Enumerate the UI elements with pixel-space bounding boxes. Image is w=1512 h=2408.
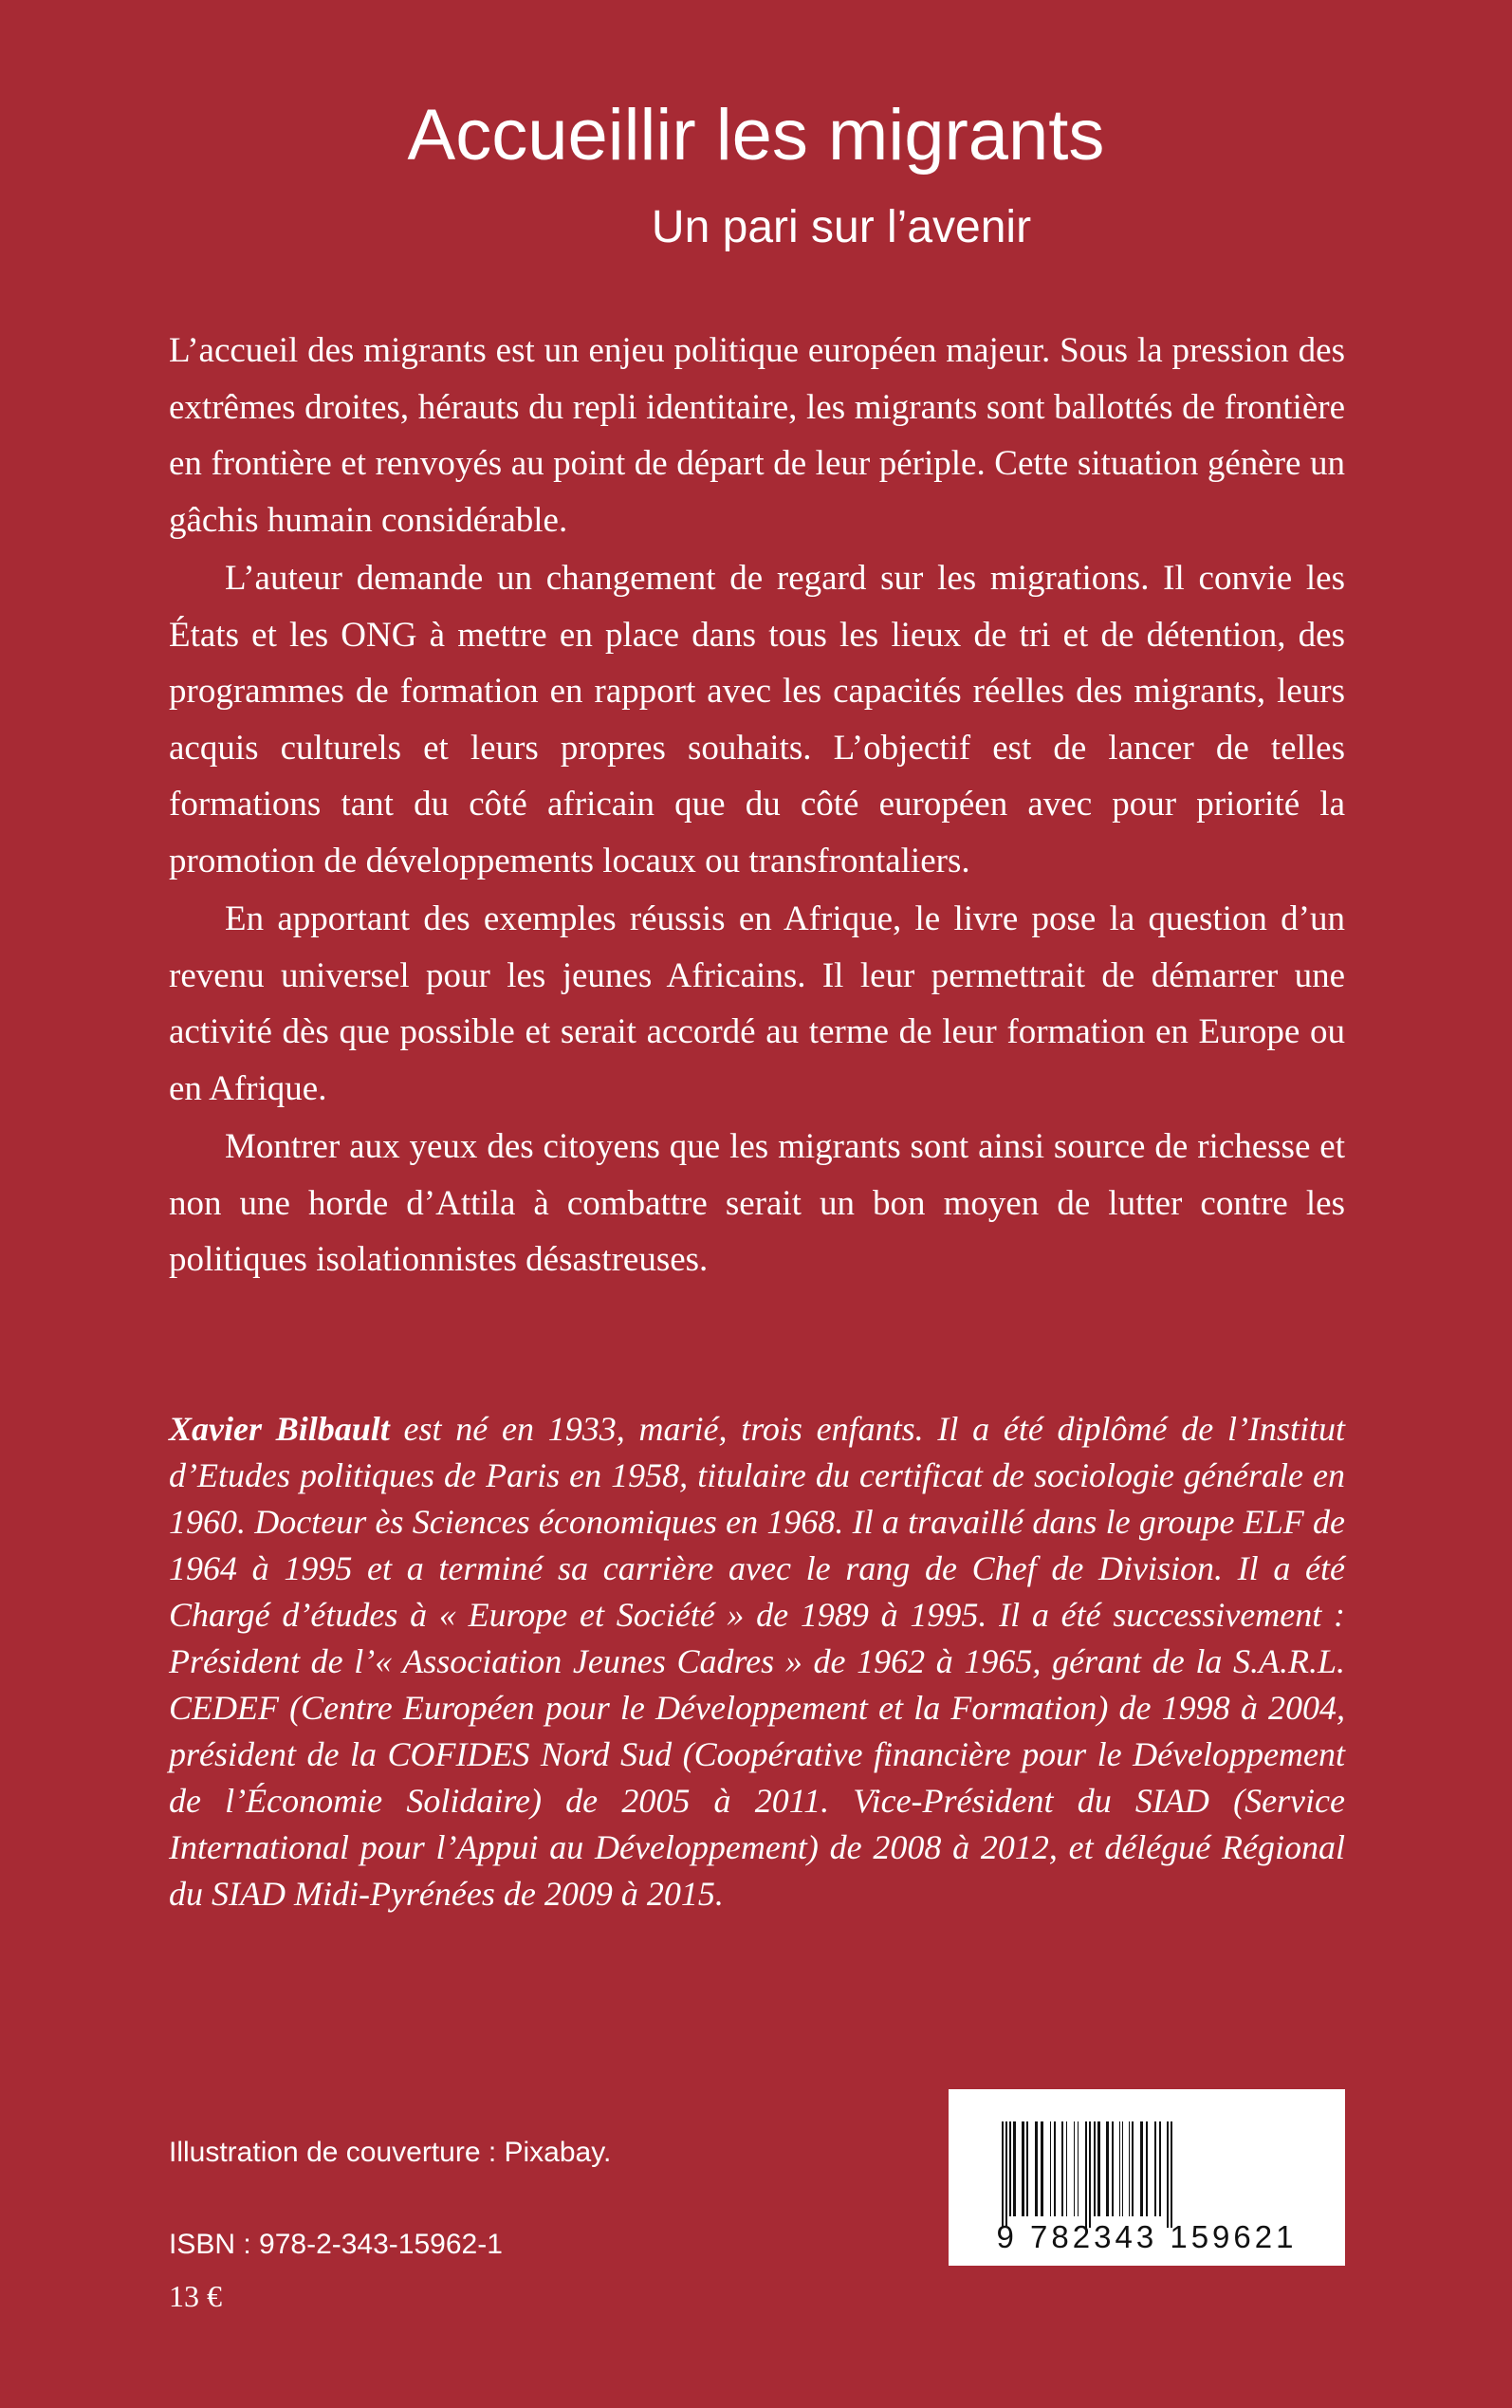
barcode-bar bbox=[1112, 2121, 1114, 2216]
barcode-number: 9 782343 159621 bbox=[996, 2219, 1298, 2254]
summary-paragraph: Montrer aux yeux des citoyens que les migrants sont ainsi source de richesse et non une horde d’Attila à combattre serait un bon moyen de lutter contre les politiques isolationnistes désastreuses. bbox=[169, 1127, 1345, 1279]
barcode-bar bbox=[1013, 2121, 1016, 2216]
barcode-bar bbox=[1106, 2121, 1109, 2216]
barcode-bar bbox=[1085, 2121, 1087, 2228]
barcode-bar bbox=[1119, 2121, 1120, 2216]
barcode-bar bbox=[1041, 2121, 1043, 2216]
barcode-bar bbox=[1167, 2121, 1169, 2228]
barcode-bar bbox=[1097, 2121, 1100, 2216]
barcode-bar bbox=[1129, 2121, 1130, 2216]
barcode-bar bbox=[1061, 2121, 1063, 2216]
barcode-bars bbox=[998, 2121, 1301, 2228]
illustration-credit: Illustration de couverture : Pixabay. bbox=[169, 2137, 612, 2168]
barcode-bar bbox=[1009, 2121, 1011, 2216]
barcode-bar bbox=[1054, 2121, 1056, 2216]
author-bio-text: est né en 1933, marié, trois enfants. Il a été diplômé de l’Institut d’Etudes politiques de Paris en 1958, titulaire du certificat de sociologie générale en 1960. Docteur ès Sciences économiques en 1968. Il a travaillé dans le groupe ELF de 1964 à 1995 et a terminé sa carrière avec le rang de Chef de Division. Il a été Chargé d’études à « Europe et Société » de 1989 à 1995. Il a été successivement : Président de l’« Association Jeunes Cadres » de 1962 à 1965, gérant de la S.A.R.L. CEDEF (Centre Européen pour le Développement et la Formation) de 1998 à 2004, président de la COFIDES Nord Sud (Coopérative financière pour le Développement de l’Économie Solidaire) de 2005 à 2011. Vice-Président du SIAD (Service International pour l’Appui au Développement) de 2008 à 2012, et délégué Régional du SIAD Midi-Pyrénées de 2009 à 2015. bbox=[169, 1410, 1345, 1913]
barcode-bar bbox=[1094, 2121, 1096, 2216]
book-title: Accueillir les migrants bbox=[407, 95, 1105, 176]
price-label: 13 € bbox=[169, 2279, 222, 2313]
isbn-label: ISBN : 978-2-343-15962-1 bbox=[169, 2229, 503, 2260]
summary-paragraph: L’accueil des migrants est un enjeu politique européen majeur. Sous la pression des extrêmes droites, hérauts du repli identitaire, les migrants sont ballottés de frontière en frontière et renvoyés au point de départ de leur périple. Cette situation génère un gâchis humain considérable. bbox=[169, 331, 1345, 540]
barcode-bar bbox=[1171, 2121, 1172, 2228]
barcode-bar bbox=[1078, 2121, 1079, 2216]
barcode-bar bbox=[1002, 2121, 1004, 2228]
summary-paragraph: L’auteur demande un changement de regard sur les migrations. Il convie les États et les ONG à mettre en place dans tous les lieux de tri et de détention, des programmes de formation en rapport avec les capacités réelles des migrants, leurs acquis culturels et leurs propres souhaits. L’objectif est de lancer de telles formations tant du côté africain que du côté européen avec pour priorité la promotion de développements locaux ou transfrontaliers. bbox=[169, 559, 1345, 880]
barcode-bar bbox=[1089, 2121, 1091, 2228]
barcode bbox=[949, 2089, 1345, 2266]
summary-text bbox=[169, 323, 1345, 1288]
barcode-bar bbox=[1035, 2121, 1038, 2216]
author-name: Xavier Bilbault bbox=[169, 1410, 390, 1448]
barcode-bar bbox=[1140, 2121, 1143, 2216]
book-subtitle: Un pari sur l’avenir bbox=[651, 202, 1032, 252]
barcode-bar bbox=[1132, 2121, 1134, 2216]
barcode-bar bbox=[1154, 2121, 1156, 2216]
barcode-bar bbox=[1159, 2121, 1161, 2216]
barcode-bar bbox=[1050, 2121, 1051, 2216]
summary-paragraph: En apportant des exemples réussis en Afrique, le livre pose la question d’un revenu universel pour les jeunes Africains. Il leur permettrait de démarrer une activité dès que possible et serait accordé au terme de leur formation en Europe ou en Afrique. bbox=[169, 899, 1345, 1108]
barcode-bar bbox=[1146, 2121, 1148, 2216]
barcode-bar bbox=[1022, 2121, 1024, 2216]
author-biography bbox=[169, 1406, 1345, 1917]
barcode-bar bbox=[1066, 2121, 1067, 2216]
barcode-bar bbox=[1122, 2121, 1123, 2216]
barcode-bar bbox=[1026, 2121, 1028, 2216]
barcode-bar bbox=[1074, 2121, 1075, 2216]
barcode-bar bbox=[1005, 2121, 1007, 2228]
